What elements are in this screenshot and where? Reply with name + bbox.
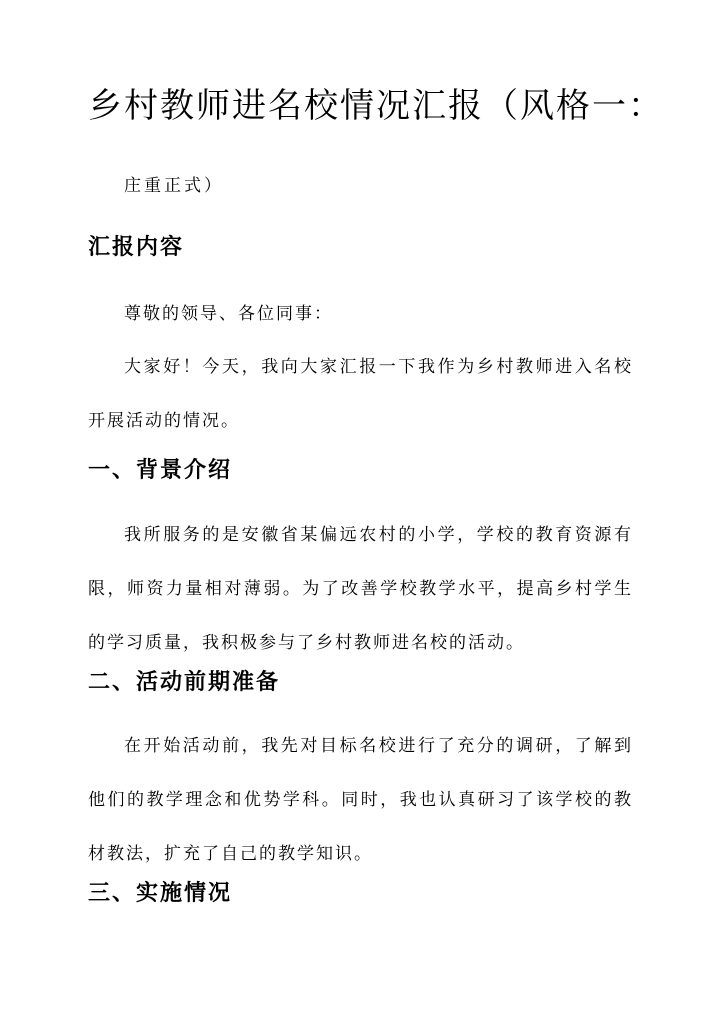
- section-heading-preparation: 二、活动前期准备: [88, 669, 281, 695]
- document-title-continuation: 庄重正式）: [124, 176, 224, 196]
- salutation: 尊敬的领导、各位同事：: [124, 304, 333, 324]
- document-title: 乡村教师进名校情况汇报（风格一：: [88, 86, 664, 126]
- background-paragraph: 我所服务的是安徽省某偏远农村的小学，学校的教育资源有限，师资力量相对薄弱。为了改善学校教学水平，提高乡村学生的学习质量，我积极参与了乡村教师进名校的活动。: [88, 525, 633, 653]
- section-heading-background: 一、背景介绍: [88, 457, 233, 483]
- section-heading-implementation: 三、实施情况: [88, 880, 233, 906]
- intro-paragraph: 大家好！今天，我向大家汇报一下我作为乡村教师进入名校开展活动的情况。: [88, 357, 633, 431]
- preparation-paragraph: 在开始活动前，我先对目标名校进行了充分的调研，了解到他们的教学理念和优势学科。同时，我也认真研习了该学校的教材教法，扩充了自己的教学知识。: [88, 736, 633, 864]
- section-heading-report: 汇报内容: [88, 234, 185, 260]
